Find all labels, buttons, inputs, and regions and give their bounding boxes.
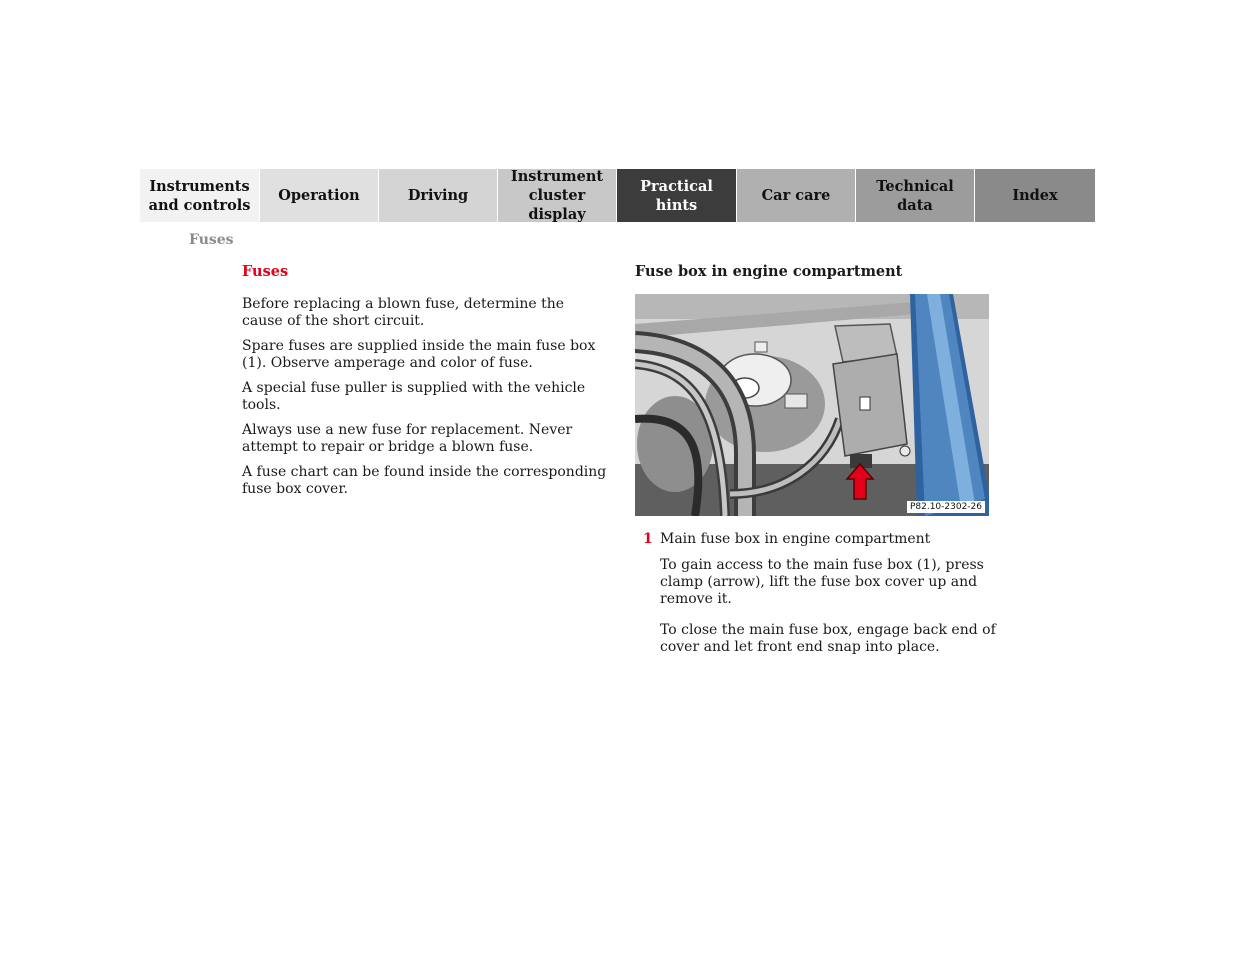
engine-compartment-illustration <box>635 294 989 516</box>
right-column <box>635 263 995 280</box>
fuses-heading: Fuses <box>242 263 289 280</box>
left-column <box>242 263 607 506</box>
access-instructions: To gain access to the main fuse box (1), press clamp (arrow), lift the fuse box cover up and remove it. <box>660 557 984 607</box>
paragraph: Always use a new fuse for replacement. Never attempt to repair or bridge a blown fuse. <box>242 422 573 455</box>
legend-item <box>643 531 1003 548</box>
tab-technical-data[interactable]: Technical data <box>856 169 975 222</box>
tab-instrument-cluster-display[interactable]: Instrument cluster display <box>498 169 617 222</box>
tab-car-care[interactable]: Car care <box>737 169 856 222</box>
paragraph: A special fuse puller is supplied with the vehicle tools. <box>242 380 586 413</box>
fuse-box-heading: Fuse box in engine compartment <box>635 263 903 280</box>
chapter-tabs <box>140 169 1095 222</box>
legend-number: 1 <box>643 531 653 547</box>
paragraph: Spare fuses are supplied inside the main fuse box (1). Observe amperage and color of fuse. <box>242 338 596 371</box>
tab-practical-hints[interactable]: Practical hints <box>617 169 737 222</box>
paragraph: A fuse chart can be found inside the corresponding fuse box cover. <box>242 464 607 497</box>
paragraph: Before replacing a blown fuse, determine the cause of the short circuit. <box>242 296 565 329</box>
figure-legend <box>643 531 1003 670</box>
tab-instruments-and-controls[interactable]: Instruments and controls <box>140 169 260 222</box>
section-label: Fuses <box>189 232 234 248</box>
close-instructions: To close the main fuse box, engage back end of cover and let front end snap into place. <box>660 622 996 655</box>
figure-reference: P82.10-2302-26 <box>907 501 985 513</box>
tab-index[interactable]: Index <box>975 169 1095 222</box>
tab-operation[interactable]: Operation <box>260 169 379 222</box>
engine-compartment-figure <box>635 294 989 516</box>
legend-text: Main fuse box in engine compartment <box>660 531 931 547</box>
tab-driving[interactable]: Driving <box>379 169 498 222</box>
